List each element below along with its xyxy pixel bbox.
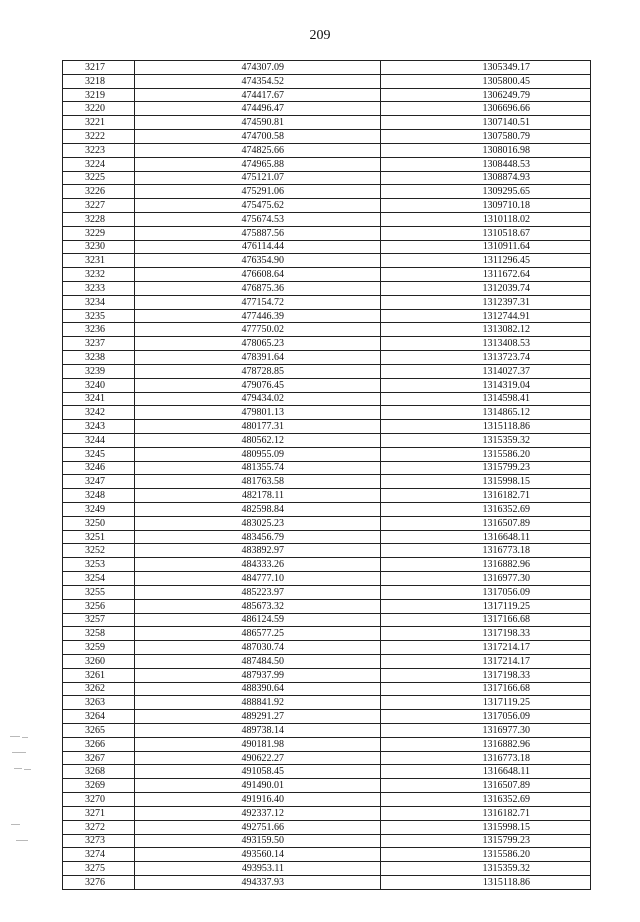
point-number-cell: 3272 [63, 820, 135, 834]
table-row [63, 254, 591, 268]
table-row [63, 212, 591, 226]
margin-scan-marks [8, 728, 36, 858]
table-row [63, 475, 591, 489]
y-coordinate-cell: 1316507.89 [381, 516, 591, 530]
y-coordinate-cell: 1311296.45 [381, 254, 591, 268]
table-row [63, 710, 591, 724]
y-coordinate-cell: 1317119.25 [381, 599, 591, 613]
y-coordinate-cell: 1315359.32 [381, 862, 591, 876]
y-coordinate-cell: 1316182.71 [381, 489, 591, 503]
y-coordinate-cell: 1312744.91 [381, 309, 591, 323]
x-coordinate-cell: 493953.11 [135, 862, 381, 876]
y-coordinate-cell: 1309295.65 [381, 185, 591, 199]
point-number-cell: 3253 [63, 558, 135, 572]
point-number-cell: 3269 [63, 779, 135, 793]
point-number-cell: 3226 [63, 185, 135, 199]
y-coordinate-cell: 1308016.98 [381, 143, 591, 157]
y-coordinate-cell: 1315359.32 [381, 433, 591, 447]
x-coordinate-cell: 478728.85 [135, 364, 381, 378]
x-coordinate-cell: 492337.12 [135, 806, 381, 820]
point-number-cell: 3229 [63, 226, 135, 240]
y-coordinate-cell: 1306696.66 [381, 102, 591, 116]
table-row [63, 102, 591, 116]
x-coordinate-cell: 479076.45 [135, 378, 381, 392]
table-row [63, 627, 591, 641]
point-number-cell: 3265 [63, 724, 135, 738]
table-row [63, 88, 591, 102]
y-coordinate-cell: 1317166.68 [381, 682, 591, 696]
x-coordinate-cell: 474417.67 [135, 88, 381, 102]
table-row [63, 834, 591, 848]
point-number-cell: 3234 [63, 295, 135, 309]
point-number-cell: 3261 [63, 668, 135, 682]
table-row [63, 461, 591, 475]
table-row [63, 392, 591, 406]
table-row [63, 309, 591, 323]
y-coordinate-cell: 1315586.20 [381, 848, 591, 862]
y-coordinate-cell: 1317056.09 [381, 585, 591, 599]
x-coordinate-cell: 492751.66 [135, 820, 381, 834]
point-number-cell: 3225 [63, 171, 135, 185]
x-coordinate-cell: 474496.47 [135, 102, 381, 116]
table-row [63, 696, 591, 710]
y-coordinate-cell: 1316648.11 [381, 765, 591, 779]
x-coordinate-cell: 479801.13 [135, 406, 381, 420]
x-coordinate-cell: 488841.92 [135, 696, 381, 710]
point-number-cell: 3271 [63, 806, 135, 820]
point-number-cell: 3273 [63, 834, 135, 848]
point-number-cell: 3263 [63, 696, 135, 710]
x-coordinate-cell: 482178.11 [135, 489, 381, 503]
y-coordinate-cell: 1315799.23 [381, 834, 591, 848]
point-number-cell: 3245 [63, 447, 135, 461]
table-row [63, 862, 591, 876]
point-number-cell: 3248 [63, 489, 135, 503]
x-coordinate-cell: 484777.10 [135, 572, 381, 586]
y-coordinate-cell: 1305349.17 [381, 61, 591, 75]
point-number-cell: 3275 [63, 862, 135, 876]
y-coordinate-cell: 1317056.09 [381, 710, 591, 724]
table-row [63, 599, 591, 613]
y-coordinate-cell: 1313082.12 [381, 323, 591, 337]
x-coordinate-cell: 476354.90 [135, 254, 381, 268]
x-coordinate-cell: 476114.44 [135, 240, 381, 254]
x-coordinate-cell: 474700.58 [135, 130, 381, 144]
x-coordinate-cell: 493159.50 [135, 834, 381, 848]
x-coordinate-cell: 474825.66 [135, 143, 381, 157]
y-coordinate-cell: 1316977.30 [381, 572, 591, 586]
point-number-cell: 3233 [63, 282, 135, 296]
point-number-cell: 3218 [63, 74, 135, 88]
x-coordinate-cell: 484333.26 [135, 558, 381, 572]
point-number-cell: 3240 [63, 378, 135, 392]
point-number-cell: 3236 [63, 323, 135, 337]
table-row [63, 668, 591, 682]
table-row [63, 143, 591, 157]
table-row [63, 641, 591, 655]
x-coordinate-cell: 475674.53 [135, 212, 381, 226]
table-row [63, 447, 591, 461]
point-number-cell: 3221 [63, 116, 135, 130]
table-row [63, 199, 591, 213]
x-coordinate-cell: 477154.72 [135, 295, 381, 309]
point-number-cell: 3270 [63, 793, 135, 807]
point-number-cell: 3243 [63, 420, 135, 434]
point-number-cell: 3251 [63, 530, 135, 544]
x-coordinate-cell: 474354.52 [135, 74, 381, 88]
table-row [63, 848, 591, 862]
y-coordinate-cell: 1313408.53 [381, 337, 591, 351]
y-coordinate-cell: 1316977.30 [381, 724, 591, 738]
x-coordinate-cell: 478391.64 [135, 351, 381, 365]
x-coordinate-cell: 477750.02 [135, 323, 381, 337]
y-coordinate-cell: 1305800.45 [381, 74, 591, 88]
table-row [63, 558, 591, 572]
x-coordinate-cell: 487937.99 [135, 668, 381, 682]
table-row [63, 116, 591, 130]
x-coordinate-cell: 479434.02 [135, 392, 381, 406]
x-coordinate-cell: 494337.93 [135, 875, 381, 889]
y-coordinate-cell: 1314865.12 [381, 406, 591, 420]
table-row [63, 61, 591, 75]
y-coordinate-cell: 1316507.89 [381, 779, 591, 793]
point-number-cell: 3217 [63, 61, 135, 75]
y-coordinate-cell: 1308448.53 [381, 157, 591, 171]
table-row [63, 323, 591, 337]
x-coordinate-cell: 481355.74 [135, 461, 381, 475]
y-coordinate-cell: 1310518.67 [381, 226, 591, 240]
x-coordinate-cell: 475887.56 [135, 226, 381, 240]
x-coordinate-cell: 476608.64 [135, 268, 381, 282]
table-row [63, 793, 591, 807]
point-number-cell: 3246 [63, 461, 135, 475]
y-coordinate-cell: 1317198.33 [381, 627, 591, 641]
table-row [63, 420, 591, 434]
point-number-cell: 3274 [63, 848, 135, 862]
table-row [63, 406, 591, 420]
x-coordinate-cell: 483025.23 [135, 516, 381, 530]
y-coordinate-cell: 1314319.04 [381, 378, 591, 392]
x-coordinate-cell: 480955.09 [135, 447, 381, 461]
point-number-cell: 3247 [63, 475, 135, 489]
y-coordinate-cell: 1312397.31 [381, 295, 591, 309]
table-row [63, 157, 591, 171]
y-coordinate-cell: 1317119.25 [381, 696, 591, 710]
table-row [63, 875, 591, 889]
point-number-cell: 3264 [63, 710, 135, 724]
x-coordinate-cell: 474965.88 [135, 157, 381, 171]
y-coordinate-cell: 1317166.68 [381, 613, 591, 627]
x-coordinate-cell: 488390.64 [135, 682, 381, 696]
y-coordinate-cell: 1316882.96 [381, 737, 591, 751]
point-number-cell: 3267 [63, 751, 135, 765]
y-coordinate-cell: 1317198.33 [381, 668, 591, 682]
y-coordinate-cell: 1306249.79 [381, 88, 591, 102]
point-number-cell: 3232 [63, 268, 135, 282]
y-coordinate-cell: 1312039.74 [381, 282, 591, 296]
point-number-cell: 3258 [63, 627, 135, 641]
table-row [63, 295, 591, 309]
point-number-cell: 3227 [63, 199, 135, 213]
x-coordinate-cell: 490622.27 [135, 751, 381, 765]
table-row [63, 282, 591, 296]
point-number-cell: 3254 [63, 572, 135, 586]
point-number-cell: 3238 [63, 351, 135, 365]
table-row [63, 585, 591, 599]
y-coordinate-cell: 1317214.17 [381, 641, 591, 655]
point-number-cell: 3244 [63, 433, 135, 447]
x-coordinate-cell: 477446.39 [135, 309, 381, 323]
table-row [63, 572, 591, 586]
x-coordinate-cell: 487484.50 [135, 654, 381, 668]
table-row [63, 516, 591, 530]
table-row [63, 337, 591, 351]
y-coordinate-cell: 1316773.18 [381, 751, 591, 765]
y-coordinate-cell: 1314598.41 [381, 392, 591, 406]
x-coordinate-cell: 489738.14 [135, 724, 381, 738]
x-coordinate-cell: 480177.31 [135, 420, 381, 434]
point-number-cell: 3224 [63, 157, 135, 171]
point-number-cell: 3262 [63, 682, 135, 696]
point-number-cell: 3219 [63, 88, 135, 102]
y-coordinate-cell: 1310911.64 [381, 240, 591, 254]
table-row [63, 268, 591, 282]
y-coordinate-cell: 1317214.17 [381, 654, 591, 668]
y-coordinate-cell: 1315998.15 [381, 475, 591, 489]
x-coordinate-cell: 483892.97 [135, 544, 381, 558]
x-coordinate-cell: 475475.62 [135, 199, 381, 213]
table-row [63, 185, 591, 199]
point-number-cell: 3259 [63, 641, 135, 655]
x-coordinate-cell: 481763.58 [135, 475, 381, 489]
y-coordinate-cell: 1307140.51 [381, 116, 591, 130]
x-coordinate-cell: 475121.07 [135, 171, 381, 185]
point-number-cell: 3250 [63, 516, 135, 530]
point-number-cell: 3228 [63, 212, 135, 226]
table-row [63, 806, 591, 820]
y-coordinate-cell: 1316352.69 [381, 503, 591, 517]
table-row [63, 751, 591, 765]
table-row [63, 364, 591, 378]
point-number-cell: 3220 [63, 102, 135, 116]
point-number-cell: 3242 [63, 406, 135, 420]
x-coordinate-cell: 482598.84 [135, 503, 381, 517]
y-coordinate-cell: 1315118.86 [381, 420, 591, 434]
x-coordinate-cell: 483456.79 [135, 530, 381, 544]
point-number-cell: 3231 [63, 254, 135, 268]
point-number-cell: 3268 [63, 765, 135, 779]
x-coordinate-cell: 480562.12 [135, 433, 381, 447]
point-number-cell: 3235 [63, 309, 135, 323]
table-row [63, 171, 591, 185]
x-coordinate-cell: 489291.27 [135, 710, 381, 724]
table-row [63, 779, 591, 793]
table-row [63, 613, 591, 627]
table-row [63, 130, 591, 144]
x-coordinate-cell: 493560.14 [135, 848, 381, 862]
x-coordinate-cell: 474590.81 [135, 116, 381, 130]
x-coordinate-cell: 478065.23 [135, 337, 381, 351]
table-row [63, 489, 591, 503]
table-row [63, 240, 591, 254]
table-row [63, 433, 591, 447]
x-coordinate-cell: 485223.97 [135, 585, 381, 599]
coordinates-table [62, 60, 591, 890]
point-number-cell: 3239 [63, 364, 135, 378]
y-coordinate-cell: 1309710.18 [381, 199, 591, 213]
point-number-cell: 3266 [63, 737, 135, 751]
x-coordinate-cell: 476875.36 [135, 282, 381, 296]
table-row [63, 682, 591, 696]
y-coordinate-cell: 1315118.86 [381, 875, 591, 889]
page-number: 209 [309, 28, 331, 43]
y-coordinate-cell: 1316648.11 [381, 530, 591, 544]
point-number-cell: 3255 [63, 585, 135, 599]
coordinates-table-body [63, 61, 591, 890]
y-coordinate-cell: 1314027.37 [381, 364, 591, 378]
y-coordinate-cell: 1316882.96 [381, 558, 591, 572]
point-number-cell: 3257 [63, 613, 135, 627]
point-number-cell: 3256 [63, 599, 135, 613]
table-row [63, 724, 591, 738]
table-row [63, 74, 591, 88]
y-coordinate-cell: 1307580.79 [381, 130, 591, 144]
point-number-cell: 3241 [63, 392, 135, 406]
x-coordinate-cell: 491058.45 [135, 765, 381, 779]
point-number-cell: 3222 [63, 130, 135, 144]
table-row [63, 226, 591, 240]
x-coordinate-cell: 486124.59 [135, 613, 381, 627]
x-coordinate-cell: 491490.01 [135, 779, 381, 793]
table-row [63, 737, 591, 751]
table-row [63, 503, 591, 517]
table-row [63, 654, 591, 668]
point-number-cell: 3276 [63, 875, 135, 889]
x-coordinate-cell: 487030.74 [135, 641, 381, 655]
y-coordinate-cell: 1316182.71 [381, 806, 591, 820]
table-row [63, 530, 591, 544]
x-coordinate-cell: 475291.06 [135, 185, 381, 199]
x-coordinate-cell: 490181.98 [135, 737, 381, 751]
x-coordinate-cell: 486577.25 [135, 627, 381, 641]
y-coordinate-cell: 1315998.15 [381, 820, 591, 834]
point-number-cell: 3230 [63, 240, 135, 254]
y-coordinate-cell: 1313723.74 [381, 351, 591, 365]
point-number-cell: 3252 [63, 544, 135, 558]
point-number-cell: 3249 [63, 503, 135, 517]
table-row [63, 378, 591, 392]
y-coordinate-cell: 1311672.64 [381, 268, 591, 282]
y-coordinate-cell: 1316773.18 [381, 544, 591, 558]
x-coordinate-cell: 485673.32 [135, 599, 381, 613]
y-coordinate-cell: 1315799.23 [381, 461, 591, 475]
y-coordinate-cell: 1308874.93 [381, 171, 591, 185]
point-number-cell: 3237 [63, 337, 135, 351]
y-coordinate-cell: 1310118.02 [381, 212, 591, 226]
x-coordinate-cell: 474307.09 [135, 61, 381, 75]
table-row [63, 544, 591, 558]
point-number-cell: 3260 [63, 654, 135, 668]
table-row [63, 820, 591, 834]
table-row [63, 351, 591, 365]
x-coordinate-cell: 491916.40 [135, 793, 381, 807]
y-coordinate-cell: 1316352.69 [381, 793, 591, 807]
point-number-cell: 3223 [63, 143, 135, 157]
y-coordinate-cell: 1315586.20 [381, 447, 591, 461]
table-row [63, 765, 591, 779]
